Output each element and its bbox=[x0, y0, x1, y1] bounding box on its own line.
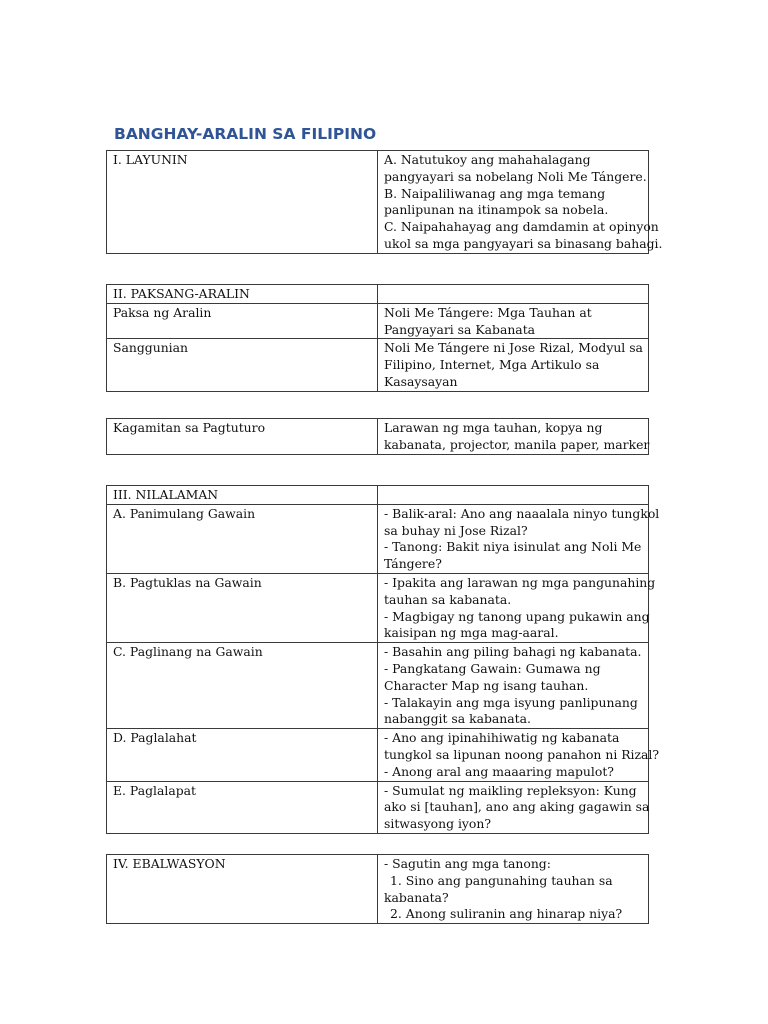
text-line: 1. Sino ang pangunahing tauhan sa bbox=[390, 872, 613, 888]
paksa-content bbox=[378, 303, 649, 339]
layunin-table bbox=[106, 150, 663, 254]
table-row bbox=[107, 419, 649, 455]
paksa-label: Paksa ng Aralin bbox=[107, 303, 378, 339]
paglalapat-label: E. Paglalapat bbox=[107, 781, 378, 833]
text-line: ukol sa mga pangyayari sa binasang bahagi. bbox=[384, 235, 663, 251]
text-line: Larawan ng mga tauhan, kopya ng bbox=[384, 420, 603, 435]
ebalwasyon-label: IV. EBALWASYON bbox=[107, 855, 378, 924]
page-title: BANGHAY-ARALIN SA FILIPINO bbox=[114, 125, 377, 143]
text-line: B. Naipaliliwanag ang mga temang bbox=[384, 185, 606, 201]
text-line: sa buhay ni Jose Rizal? bbox=[384, 522, 528, 538]
text-line: kabanata, projector, manila paper, marker bbox=[384, 436, 650, 452]
text-line: Filipino, Internet, Mga Artikulo sa bbox=[384, 357, 600, 373]
text-line: - Tanong: Bakit niya isinulat ang Noli Me bbox=[384, 539, 642, 555]
text-line: A. Natutukoy ang mahahalagang bbox=[384, 152, 591, 167]
text-line: sitwasyong iyon? bbox=[384, 816, 492, 832]
sanggunian-content bbox=[378, 339, 649, 391]
table-row bbox=[107, 855, 649, 924]
paglalahat-content bbox=[378, 729, 660, 781]
text-line: - Ano ang ipinahihiwatig ng kabanata bbox=[384, 730, 620, 746]
layunin-content bbox=[378, 151, 663, 254]
empty-cell bbox=[378, 285, 649, 304]
kagamitan-label: Kagamitan sa Pagtuturo bbox=[107, 419, 378, 455]
table-row bbox=[107, 781, 649, 833]
table-row bbox=[107, 486, 649, 505]
table-row bbox=[107, 573, 649, 642]
text-line: Noli Me Tángere ni Jose Rizal, Modyul sa bbox=[384, 340, 643, 356]
text-line: 2. Anong suliranin ang hinarap niya? bbox=[390, 906, 623, 922]
kagamitan-table bbox=[106, 418, 649, 455]
text-line: - Sagutin ang mga tanong: bbox=[384, 856, 551, 871]
table-row bbox=[107, 643, 649, 729]
paksang-aralin-header: II. PAKSANG-ARALIN bbox=[107, 285, 378, 304]
text-line: - Sumulat ng maikling repleksyon: Kung bbox=[384, 782, 637, 798]
layunin-label: I. LAYUNIN bbox=[107, 151, 378, 254]
ebalwasyon-table bbox=[106, 854, 649, 924]
panimulang-gawain-label: A. Panimulang Gawain bbox=[107, 504, 378, 573]
panimulang-gawain-content bbox=[378, 504, 660, 573]
pagtuklas-gawain-label: B. Pagtuklas na Gawain bbox=[107, 573, 378, 642]
text-line: pangyayari sa nobelang Noli Me Tángere. bbox=[384, 168, 647, 184]
text-line: tungkol sa lipunan noong panahon ni Rizal? bbox=[384, 746, 660, 762]
text-line: kaisipan ng mga mag-aaral. bbox=[384, 625, 559, 641]
text-line: nabanggit sa kabanata. bbox=[384, 711, 531, 727]
text-line: C. Naipahahayag ang damdamin at opinyon bbox=[384, 219, 659, 235]
paglalahat-label: D. Paglalahat bbox=[107, 729, 378, 781]
table-row bbox=[107, 151, 649, 254]
paglinang-gawain-content bbox=[378, 643, 649, 729]
text-line: - Talakayin ang mga isyung panlipunang bbox=[384, 694, 638, 710]
kagamitan-content bbox=[378, 419, 649, 455]
text-line: - Ipakita ang larawan ng mga pangunahing bbox=[384, 574, 656, 590]
paksang-aralin-table bbox=[106, 284, 649, 392]
table-row bbox=[107, 339, 649, 391]
table-row bbox=[107, 729, 649, 781]
paglalapat-content bbox=[378, 781, 649, 833]
text-line: Noli Me Tángere: Mga Tauhan at bbox=[384, 304, 592, 320]
empty-cell bbox=[378, 486, 649, 505]
text-line: panlipunan na itinampok sa nobela. bbox=[384, 202, 609, 218]
table-row bbox=[107, 504, 649, 573]
nilalaman-header: III. NILALAMAN bbox=[107, 486, 378, 505]
sanggunian-label: Sanggunian bbox=[107, 339, 378, 391]
ebalwasyon-content bbox=[378, 855, 649, 924]
text-line: - Anong aral ang maaaring mapulot? bbox=[384, 763, 614, 779]
table-row bbox=[107, 285, 649, 304]
text-line: - Pangkatang Gawain: Gumawa ng bbox=[384, 660, 601, 676]
text-line: tauhan sa kabanata. bbox=[384, 591, 512, 607]
table-row bbox=[107, 303, 649, 339]
text-line: ako si [tauhan], ano ang aking gagawin sa bbox=[384, 799, 650, 815]
paglinang-gawain-label: C. Paglinang na Gawain bbox=[107, 643, 378, 729]
text-line: - Basahin ang piling bahagi ng kabanata. bbox=[384, 644, 642, 660]
text-line: Kasaysayan bbox=[384, 373, 458, 389]
text-line: Pangyayari sa Kabanata bbox=[384, 321, 536, 337]
nilalaman-table bbox=[106, 485, 660, 834]
text-line: Tángere? bbox=[384, 556, 442, 572]
pagtuklas-gawain-content bbox=[378, 573, 656, 642]
text-line: Character Map ng isang tauhan. bbox=[384, 677, 589, 693]
text-line: kabanata? bbox=[384, 889, 449, 905]
text-line: - Balik-aral: Ano ang naaalala ninyo tungkol bbox=[384, 505, 660, 521]
text-line: - Magbigay ng tanong upang pukawin ang bbox=[384, 608, 650, 624]
